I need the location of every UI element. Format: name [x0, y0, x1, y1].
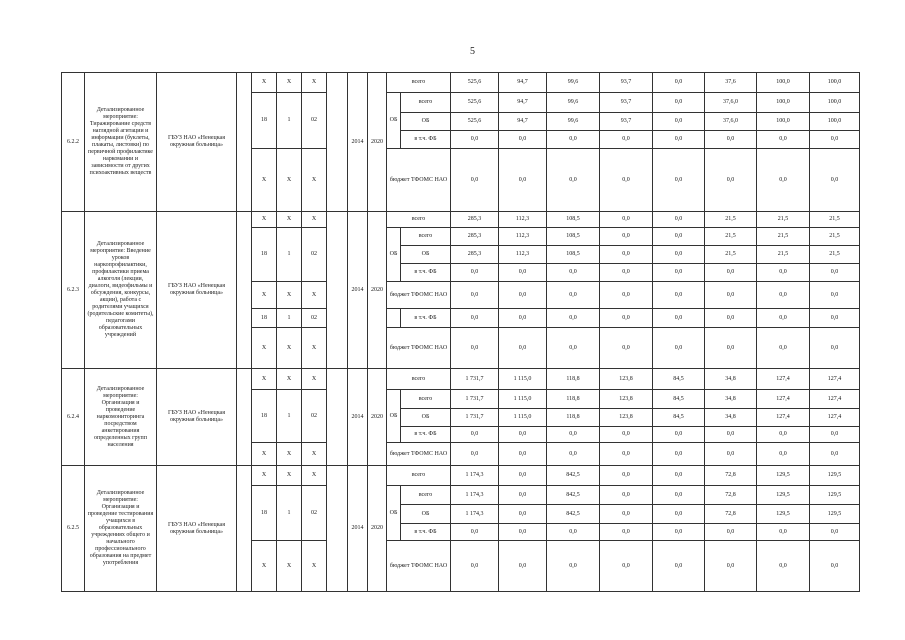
table-row [62, 466, 860, 486]
amount-cell: 0,0 [705, 149, 757, 212]
source-label: ОБ [401, 505, 451, 524]
amount-cell: 100,0 [757, 73, 810, 93]
amount-cell: 127,4 [757, 409, 810, 427]
amount-cell: 99,6 [547, 93, 600, 113]
x-mark-cell: Х [252, 328, 277, 369]
amount-cell: 129,5 [810, 466, 860, 486]
amount-cell: 0,0 [653, 427, 705, 443]
amount-cell: 100,0 [810, 93, 860, 113]
amount-cell: 0,0 [600, 486, 653, 505]
amount-cell: 0,0 [810, 264, 860, 282]
budget-code-cell: 18 [252, 93, 277, 149]
amount-cell: 129,5 [757, 505, 810, 524]
amount-cell: 123,8 [600, 369, 653, 390]
x-mark-cell: Х [252, 369, 277, 390]
blank-cell [237, 369, 252, 466]
amount-cell: 0,0 [810, 541, 860, 592]
amount-cell: 0,0 [499, 443, 547, 466]
amount-cell: 0,0 [810, 443, 860, 466]
x-mark-cell: Х [277, 328, 302, 369]
amount-cell: 0,0 [705, 264, 757, 282]
amount-cell: 21,5 [810, 228, 860, 246]
source-label: всего [401, 390, 451, 409]
section-id: 6.2.5 [62, 466, 85, 592]
amount-cell: 1 174,3 [451, 505, 499, 524]
budget-code-cell: 02 [302, 486, 327, 541]
source-label: ОБ [387, 486, 401, 541]
amount-cell: 1 174,3 [451, 486, 499, 505]
amount-cell: 21,5 [705, 212, 757, 228]
amount-cell: 0,0 [810, 131, 860, 149]
source-label: бюджет ТФОМС НАО [387, 328, 451, 369]
amount-cell: 0,0 [757, 328, 810, 369]
amount-cell: 0,0 [499, 282, 547, 309]
amount-cell: 127,4 [810, 390, 860, 409]
x-mark-cell: Х [252, 212, 277, 228]
amount-cell: 94,7 [499, 93, 547, 113]
amount-cell: 0,0 [499, 149, 547, 212]
amount-cell: 21,5 [757, 228, 810, 246]
amount-cell: 0,0 [547, 309, 600, 328]
budget-code-cell: 1 [277, 309, 302, 328]
amount-cell: 0,0 [499, 524, 547, 541]
amount-cell: 0,0 [547, 427, 600, 443]
source-label: в т.ч. ФБ [401, 427, 451, 443]
source-label: ОБ [401, 113, 451, 131]
amount-cell: 0,0 [653, 443, 705, 466]
amount-cell: 0,0 [757, 541, 810, 592]
amount-cell: 0,0 [705, 524, 757, 541]
amount-cell: 34,8 [705, 390, 757, 409]
amount-cell: 0,0 [451, 282, 499, 309]
amount-cell: 0,0 [757, 149, 810, 212]
amount-cell: 34,8 [705, 409, 757, 427]
amount-cell: 285,3 [451, 212, 499, 228]
source-label: ОБ [401, 409, 451, 427]
amount-cell: 99,6 [547, 113, 600, 131]
year-end-cell: 2020 [368, 369, 387, 466]
amount-cell: 112,3 [499, 228, 547, 246]
section-id: 6.2.2 [62, 73, 85, 212]
amount-cell: 112,3 [499, 212, 547, 228]
budget-code-cell: 1 [277, 93, 302, 149]
year-start-cell: 2014 [348, 369, 368, 466]
amount-cell: 0,0 [499, 131, 547, 149]
source-label: всего [387, 212, 451, 228]
amount-cell: 93,7 [600, 93, 653, 113]
source-label: ОБ [387, 93, 401, 149]
amount-cell: 0,0 [810, 149, 860, 212]
budget-table [61, 72, 860, 592]
amount-cell: 37,6,0 [705, 93, 757, 113]
x-mark-cell: Х [252, 73, 277, 93]
amount-cell: 99,6 [547, 73, 600, 93]
amount-cell: 0,0 [653, 466, 705, 486]
section-id: 6.2.3 [62, 212, 85, 369]
budget-code-cell: 1 [277, 228, 302, 282]
year-end-cell: 2020 [368, 73, 387, 212]
x-mark-cell: Х [302, 328, 327, 369]
amount-cell: 1 731,7 [451, 369, 499, 390]
source-label: ОБ [387, 390, 401, 443]
source-label: всего [401, 486, 451, 505]
amount-cell: 0,0 [653, 541, 705, 592]
amount-cell: 100,0 [757, 113, 810, 131]
amount-cell: 0,0 [653, 131, 705, 149]
amount-cell: 0,0 [653, 282, 705, 309]
amount-cell: 72,8 [705, 466, 757, 486]
budget-code-cell: 02 [302, 93, 327, 149]
amount-cell: 127,4 [757, 369, 810, 390]
amount-cell: 0,0 [653, 486, 705, 505]
blank-cell [237, 212, 252, 369]
amount-cell: 129,5 [810, 486, 860, 505]
amount-cell: 0,0 [600, 264, 653, 282]
amount-cell: 0,0 [757, 131, 810, 149]
amount-cell: 0,0 [600, 505, 653, 524]
amount-cell: 0,0 [705, 309, 757, 328]
amount-cell: 0,0 [757, 282, 810, 309]
amount-cell: 21,5 [705, 246, 757, 264]
source-label: ОБ [387, 228, 401, 282]
source-label: всего [387, 369, 451, 390]
x-mark-cell: Х [302, 212, 327, 228]
x-mark-cell: Х [277, 541, 302, 592]
source-label: бюджет ТФОМС НАО [387, 149, 451, 212]
budget-code-cell: 02 [302, 228, 327, 282]
year-start-cell: 2014 [348, 73, 368, 212]
source-label: всего [387, 466, 451, 486]
amount-cell: 0,0 [499, 328, 547, 369]
amount-cell: 0,0 [547, 264, 600, 282]
amount-cell: 0,0 [499, 466, 547, 486]
budget-code-cell: 02 [302, 390, 327, 443]
year-end-cell: 2020 [368, 212, 387, 369]
source-label: бюджет ТФОМС НАО [387, 541, 451, 592]
amount-cell: 0,0 [653, 505, 705, 524]
amount-cell: 0,0 [451, 131, 499, 149]
blank-cell [327, 369, 348, 466]
source-label: в т.ч. ФБ [401, 264, 451, 282]
amount-cell: 100,0 [757, 93, 810, 113]
amount-cell: 0,0 [653, 113, 705, 131]
budget-code-cell: 18 [252, 390, 277, 443]
budget-code-cell: 02 [302, 309, 327, 328]
amount-cell: 842,5 [547, 486, 600, 505]
x-mark-cell: Х [302, 73, 327, 93]
source-label: всего [387, 73, 451, 93]
amount-cell: 127,4 [810, 409, 860, 427]
amount-cell: 0,0 [600, 246, 653, 264]
amount-cell: 0,0 [547, 131, 600, 149]
amount-cell: 0,0 [547, 328, 600, 369]
amount-cell: 84,5 [653, 390, 705, 409]
amount-cell: 525,6 [451, 73, 499, 93]
source-label: в т.ч. ФБ [401, 309, 451, 328]
amount-cell: 0,0 [653, 328, 705, 369]
executor-cell: ГБУЗ НАО «Ненецкая окружная больница» [157, 212, 237, 369]
year-end-cell: 2020 [368, 466, 387, 592]
x-mark-cell: Х [277, 73, 302, 93]
x-mark-cell: Х [277, 369, 302, 390]
x-mark-cell: Х [302, 149, 327, 212]
amount-cell: 94,7 [499, 73, 547, 93]
amount-cell: 0,0 [451, 524, 499, 541]
amount-cell: 123,8 [600, 390, 653, 409]
amount-cell: 0,0 [653, 212, 705, 228]
amount-cell: 21,5 [705, 228, 757, 246]
blank-cell [327, 212, 348, 369]
amount-cell: 84,5 [653, 409, 705, 427]
x-mark-cell: Х [302, 282, 327, 309]
amount-cell: 37,6 [705, 73, 757, 93]
amount-cell: 285,3 [451, 246, 499, 264]
amount-cell: 129,5 [757, 466, 810, 486]
amount-cell: 0,0 [451, 443, 499, 466]
x-mark-cell: Х [252, 282, 277, 309]
page-number: 5 [470, 46, 475, 57]
amount-cell: 0,0 [757, 427, 810, 443]
amount-cell: 0,0 [810, 524, 860, 541]
x-mark-cell: Х [252, 443, 277, 466]
amount-cell: 0,0 [757, 524, 810, 541]
amount-cell: 127,4 [757, 390, 810, 409]
amount-cell: 0,0 [757, 443, 810, 466]
amount-cell: 108,5 [547, 246, 600, 264]
year-start-cell: 2014 [348, 212, 368, 369]
amount-cell: 0,0 [600, 149, 653, 212]
amount-cell: 0,0 [705, 541, 757, 592]
table-row [62, 369, 860, 390]
source-label: бюджет ТФОМС НАО [387, 443, 451, 466]
amount-cell: 0,0 [547, 541, 600, 592]
amount-cell: 0,0 [451, 149, 499, 212]
amount-cell: 0,0 [600, 131, 653, 149]
amount-cell: 0,0 [547, 282, 600, 309]
amount-cell: 0,0 [499, 264, 547, 282]
amount-cell: 0,0 [653, 524, 705, 541]
amount-cell: 94,7 [499, 113, 547, 131]
source-label: в т.ч. ФБ [401, 131, 451, 149]
x-mark-cell: Х [252, 466, 277, 486]
amount-cell: 0,0 [451, 427, 499, 443]
amount-cell: 0,0 [757, 264, 810, 282]
amount-cell: 0,0 [547, 524, 600, 541]
blank-cell [237, 466, 252, 592]
amount-cell: 0,0 [705, 443, 757, 466]
amount-cell: 0,0 [600, 541, 653, 592]
amount-cell: 0,0 [499, 309, 547, 328]
amount-cell: 0,0 [653, 149, 705, 212]
x-mark-cell: Х [252, 149, 277, 212]
amount-cell: 118,8 [547, 409, 600, 427]
amount-cell: 0,0 [705, 328, 757, 369]
amount-cell: 0,0 [499, 505, 547, 524]
amount-cell: 0,0 [600, 443, 653, 466]
amount-cell: 0,0 [547, 149, 600, 212]
amount-cell: 0,0 [499, 427, 547, 443]
amount-cell: 0,0 [705, 427, 757, 443]
year-start-cell: 2014 [348, 466, 368, 592]
amount-cell: 1 115,0 [499, 409, 547, 427]
x-mark-cell: Х [302, 541, 327, 592]
section-title: Детализированное мероприятие: Тиражирование средств наглядной агитации и информации (буклеты, плакаты, листовки) по первичной профилактике наркомании и зависимости от других психоактивных веществ [85, 73, 157, 212]
amount-cell: 1 115,0 [499, 390, 547, 409]
amount-cell: 0,0 [600, 212, 653, 228]
budget-code-cell: 1 [277, 390, 302, 443]
x-mark-cell: Х [302, 369, 327, 390]
amount-cell: 0,0 [653, 309, 705, 328]
amount-cell: 842,5 [547, 505, 600, 524]
x-mark-cell: Х [277, 443, 302, 466]
amount-cell: 0,0 [810, 427, 860, 443]
amount-cell: 0,0 [600, 309, 653, 328]
amount-cell: 0,0 [499, 541, 547, 592]
blank-cell [327, 73, 348, 212]
amount-cell: 93,7 [600, 73, 653, 93]
budget-code-cell: 1 [277, 486, 302, 541]
section-title: Детализированное мероприятие: Организация и проведение тестирования учащихся в образовательных учреждениях общего и начального профессионального образования на предмет употребления [85, 466, 157, 592]
x-mark-cell: Х [302, 466, 327, 486]
amount-cell: 0,0 [451, 328, 499, 369]
source-label: всего [401, 228, 451, 246]
amount-cell: 72,8 [705, 486, 757, 505]
amount-cell: 123,8 [600, 409, 653, 427]
budget-code-cell: 18 [252, 309, 277, 328]
amount-cell: 118,8 [547, 390, 600, 409]
amount-cell: 108,5 [547, 228, 600, 246]
amount-cell: 0,0 [653, 73, 705, 93]
budget-code-cell: 18 [252, 486, 277, 541]
amount-cell: 0,0 [451, 264, 499, 282]
amount-cell: 34,8 [705, 369, 757, 390]
x-mark-cell: Х [252, 541, 277, 592]
amount-cell: 1 115,0 [499, 369, 547, 390]
amount-cell: 0,0 [451, 309, 499, 328]
x-mark-cell: Х [302, 443, 327, 466]
amount-cell: 0,0 [451, 541, 499, 592]
source-label: всего [401, 93, 451, 113]
amount-cell: 0,0 [705, 282, 757, 309]
amount-cell: 108,5 [547, 212, 600, 228]
section-id: 6.2.4 [62, 369, 85, 466]
amount-cell: 525,6 [451, 113, 499, 131]
amount-cell: 129,5 [757, 486, 810, 505]
table-row [62, 73, 860, 93]
amount-cell: 1 174,3 [451, 466, 499, 486]
amount-cell: 0,0 [653, 93, 705, 113]
amount-cell: 0,0 [810, 328, 860, 369]
amount-cell: 0,0 [547, 443, 600, 466]
amount-cell: 21,5 [810, 212, 860, 228]
amount-cell: 100,0 [810, 73, 860, 93]
section-title: Детализированное мероприятие: Введение уроков наркопрофилактики, профилактики приема алкоголя (лекции, диалоги, видеофильмы и обсуждения, конкурсы, акции), работа с родителями учащихся (родительские комитеты), педагогами образовательных учреждений [85, 212, 157, 369]
amount-cell: 129,5 [810, 505, 860, 524]
amount-cell: 0,0 [810, 282, 860, 309]
amount-cell: 84,5 [653, 369, 705, 390]
amount-cell: 842,5 [547, 466, 600, 486]
amount-cell: 1 731,7 [451, 390, 499, 409]
amount-cell: 37,6,0 [705, 113, 757, 131]
blank-cell [327, 466, 348, 592]
amount-cell: 21,5 [757, 212, 810, 228]
amount-cell: 118,8 [547, 369, 600, 390]
amount-cell: 0,0 [705, 131, 757, 149]
x-mark-cell: Х [277, 466, 302, 486]
amount-cell: 0,0 [757, 309, 810, 328]
x-mark-cell: Х [277, 212, 302, 228]
amount-cell: 1 731,7 [451, 409, 499, 427]
amount-cell: 525,6 [451, 93, 499, 113]
x-mark-cell: Х [277, 149, 302, 212]
amount-cell: 0,0 [600, 427, 653, 443]
executor-cell: ГБУЗ НАО «Ненецкая окружная больница» [157, 73, 237, 212]
section-title: Детализированное мероприятие: Организация и проведение наркомониторинга посредством анкетирования определенных групп населения [85, 369, 157, 466]
executor-cell: ГБУЗ НАО «Ненецкая окружная больница» [157, 466, 237, 592]
source-label: ОБ [401, 246, 451, 264]
amount-cell: 0,0 [653, 228, 705, 246]
amount-cell: 127,4 [810, 369, 860, 390]
amount-cell: 0,0 [600, 282, 653, 309]
amount-cell: 0,0 [600, 524, 653, 541]
amount-cell: 0,0 [600, 466, 653, 486]
source-label: в т.ч. ФБ [401, 524, 451, 541]
amount-cell: 100,0 [810, 113, 860, 131]
amount-cell: 0,0 [499, 486, 547, 505]
amount-cell: 0,0 [600, 328, 653, 369]
budget-code-cell: 18 [252, 228, 277, 282]
blank-cell [237, 73, 252, 212]
amount-cell: 21,5 [810, 246, 860, 264]
amount-cell: 93,7 [600, 113, 653, 131]
amount-cell: 72,8 [705, 505, 757, 524]
source-label: бюджет ТФОМС НАО [387, 282, 451, 309]
amount-cell: 0,0 [653, 264, 705, 282]
amount-cell: 285,3 [451, 228, 499, 246]
blank-cell [387, 309, 401, 328]
amount-cell: 21,5 [757, 246, 810, 264]
x-mark-cell: Х [277, 282, 302, 309]
amount-cell: 0,0 [600, 228, 653, 246]
amount-cell: 112,3 [499, 246, 547, 264]
executor-cell: ГБУЗ НАО «Ненецкая окружная больница» [157, 369, 237, 466]
amount-cell: 0,0 [653, 246, 705, 264]
amount-cell: 0,0 [810, 309, 860, 328]
table-row [62, 212, 860, 228]
